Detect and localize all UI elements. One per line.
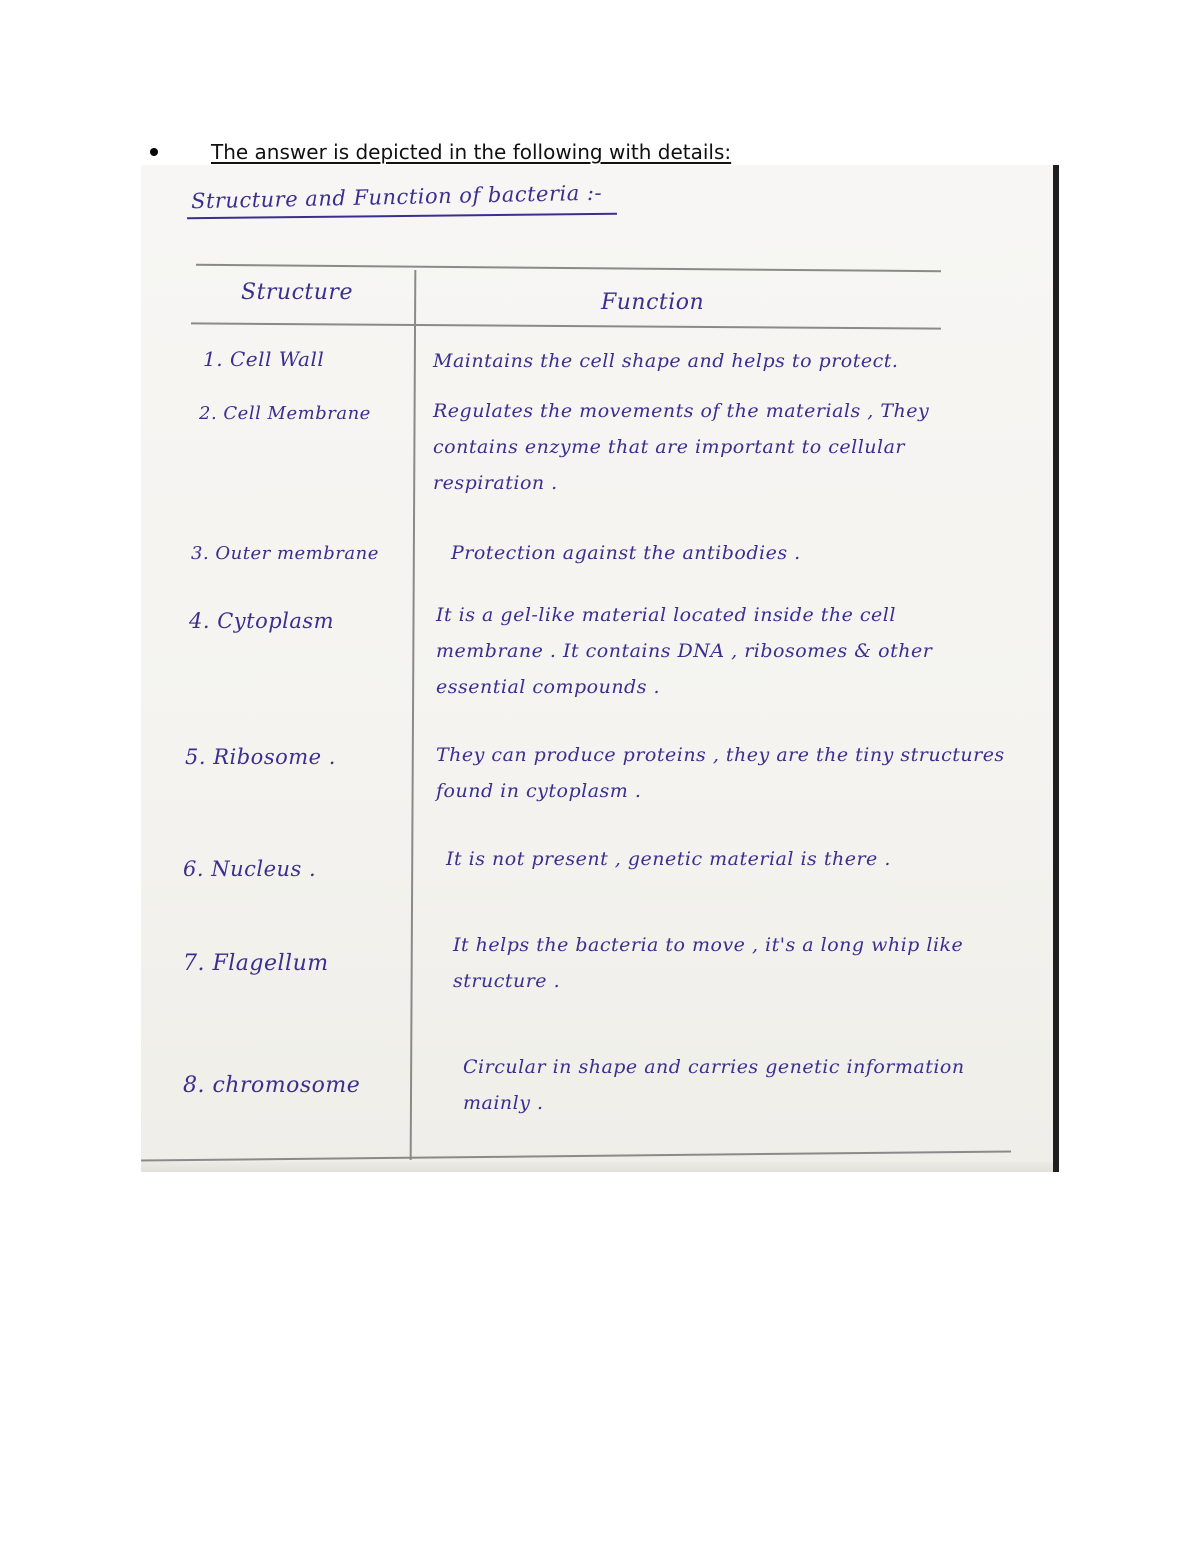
- handwritten-table-photo: [141, 165, 1059, 1172]
- photo-bottom-edge: [141, 1162, 1059, 1172]
- bullet-text: The answer is depicted in the following with details:: [211, 140, 732, 164]
- row-function: Regulates the movements of the materials , They contains enzyme that are important to cellular respiration .: [433, 400, 930, 494]
- bullet-dot: [150, 148, 158, 156]
- row-structure: 2. Cell Membrane: [199, 403, 371, 424]
- row-structure: 8. chromosome: [183, 1073, 361, 1098]
- row-function: It helps the bacteria to move , it's a long whip like structure .: [453, 934, 964, 992]
- row-structure: 1. Cell Wall: [203, 347, 325, 371]
- row-structure: 4. Cytoplasm: [189, 609, 335, 633]
- row-structure: 5. Ribosome .: [185, 745, 336, 769]
- row-function: Circular in shape and carries genetic information mainly .: [463, 1056, 965, 1114]
- row-function: Protection against the antibodies .: [451, 542, 801, 564]
- title-underline: [187, 213, 617, 220]
- photo-title: Structure and Function of bacteria :-: [190, 180, 603, 214]
- table-bottom-rule: [141, 1150, 1011, 1161]
- row-function: It is not present , genetic material is there .: [446, 848, 891, 870]
- table-column-divider: [410, 270, 417, 1160]
- row-structure: 3. Outer membrane: [191, 543, 379, 564]
- table-header-rule: [191, 322, 941, 329]
- header-structure: Structure: [241, 280, 353, 305]
- row-function: It is a gel-like material located inside the cell membrane . It contains DNA , ribosomes & other essential compounds .: [436, 604, 933, 698]
- row-structure: 7. Flagellum: [183, 951, 329, 976]
- header-function: Function: [601, 290, 705, 315]
- row-structure: 6. Nucleus .: [183, 857, 317, 881]
- table-top-rule: [196, 264, 941, 273]
- photo-right-edge: [1053, 165, 1059, 1172]
- row-function: They can produce proteins , they are the tiny structures found in cytoplasm .: [436, 744, 1005, 802]
- row-function: Maintains the cell shape and helps to protect.: [433, 350, 899, 372]
